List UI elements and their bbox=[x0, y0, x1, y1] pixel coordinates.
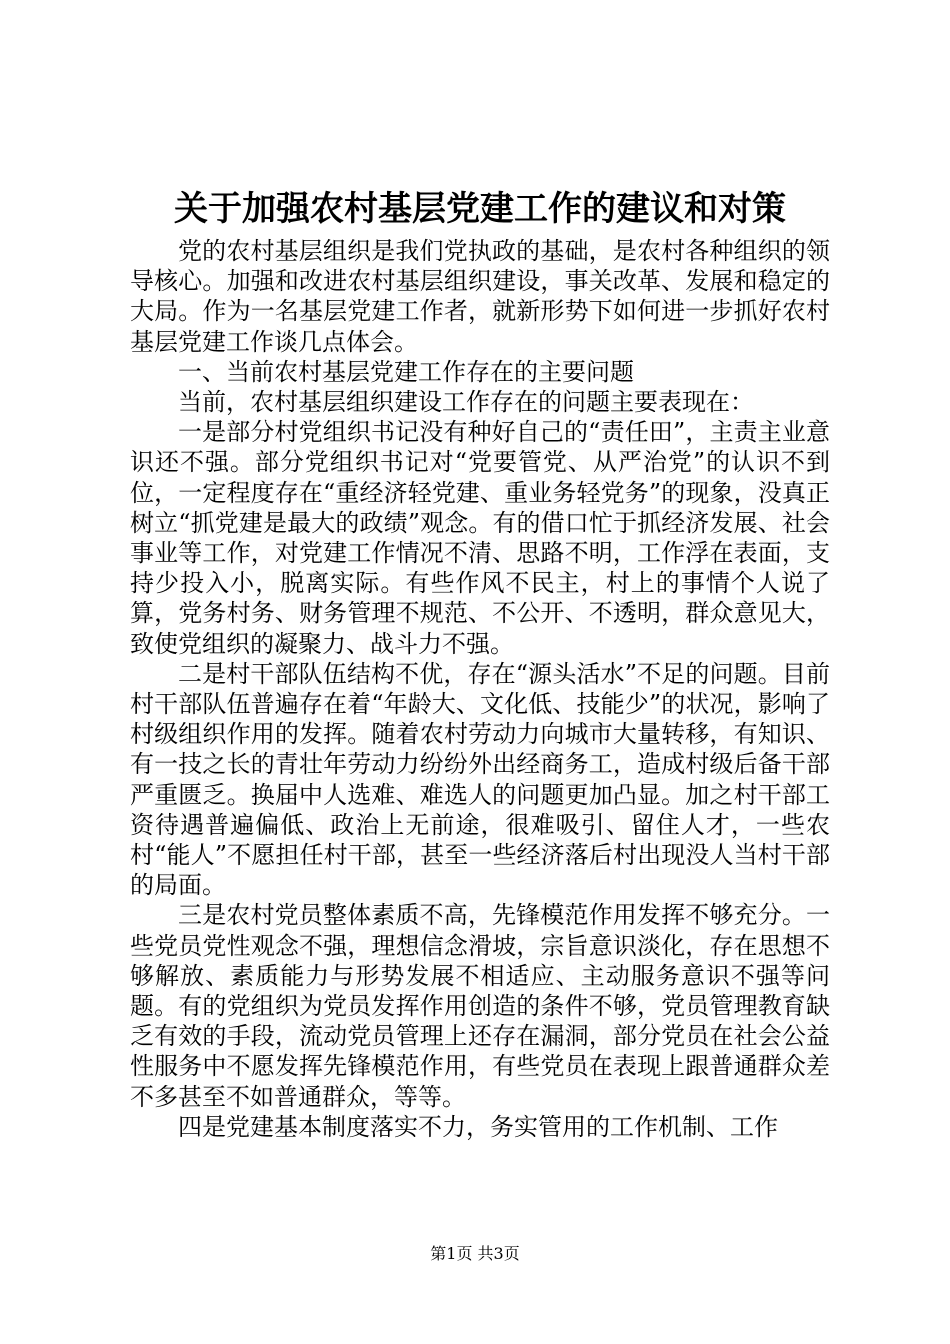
paragraph-point-4: 四是党建基本制度落实不力，务实管用的工作机制、工作 bbox=[178, 1112, 778, 1141]
paragraph-intro: 党的农村基层组织是我们党执政的基础，是农村各种组织的领导核心。加强和改进农村基层组织建设，事关改革、发展和稳定的大局。作为一名基层党建工作者，就新形势下如何进一步抓好农村基层党建工作谈几点体会。 bbox=[130, 237, 830, 356]
section-heading-1: 一、当前农村基层党建工作存在的主要问题 bbox=[178, 357, 634, 386]
document-page bbox=[130, 186, 830, 1142]
document-title: 关于加强农村基层党建工作的建议和对策 bbox=[174, 189, 786, 229]
paragraph-point-1: 一是部分村党组织书记没有种好自己的“责任田”，主责主业意识还不强。部分党组织书记对“党要管党、从严治党”的认识不到位，一定程度存在“重经济轻党建、重业务轻党务”的现象，没真正树立“抓党建是最大的政绩”观念。有的借口忙于抓经济发展、社会事业等工作，对党建工作情况不清、思路不明，工作浮在表面，支持少投入小，脱离实际。有些作风不民主，村上的事情个人说了算，党务村务、财务管理不规范、不公开、不透明，群众意见大，致使党组织的凝聚力、战斗力不强。 bbox=[130, 418, 830, 658]
paragraph-point-2: 二是村干部队伍结构不优，存在“源头活水”不足的问题。目前村干部队伍普遍存在着“年龄大、文化低、技能少”的状况，影响了村级组织作用的发挥。随着农村劳动力向城市大量转移，有知识、有一技之长的青壮年劳动力纷纷外出经商务工，造成村级后备干部严重匮乏。换届中人选难、难选人的问题更加凸显。加之村干部工资待遇普遍偏低、政治上无前途，很难吸引、留住人才，一些农村“能人”不愿担任村干部，甚至一些经济落后村出现没人当村干部的局面。 bbox=[130, 659, 830, 900]
paragraph-point-3: 三是农村党员整体素质不高，先锋模范作用发挥不够充分。一些党员党性观念不强，理想信念滑坡，宗旨意识淡化，存在思想不够解放、素质能力与形势发展不相适应、主动服务意识不强等问题。有的党组织为党员发挥作用创造的条件不够，党员管理教育缺乏有效的手段，流动党员管理上还存在漏洞，部分党员在社会公益性服务中不愿发挥先锋模范作用，有些党员在表现上跟普通群众差不多甚至不如普通群众，等等。 bbox=[130, 901, 830, 1111]
paragraph-lead: 当前，农村基层组织建设工作存在的问题主要表现在： bbox=[178, 388, 754, 417]
page-footer: 第1页 共3页 bbox=[430, 1244, 520, 1263]
document-body bbox=[130, 236, 830, 1142]
